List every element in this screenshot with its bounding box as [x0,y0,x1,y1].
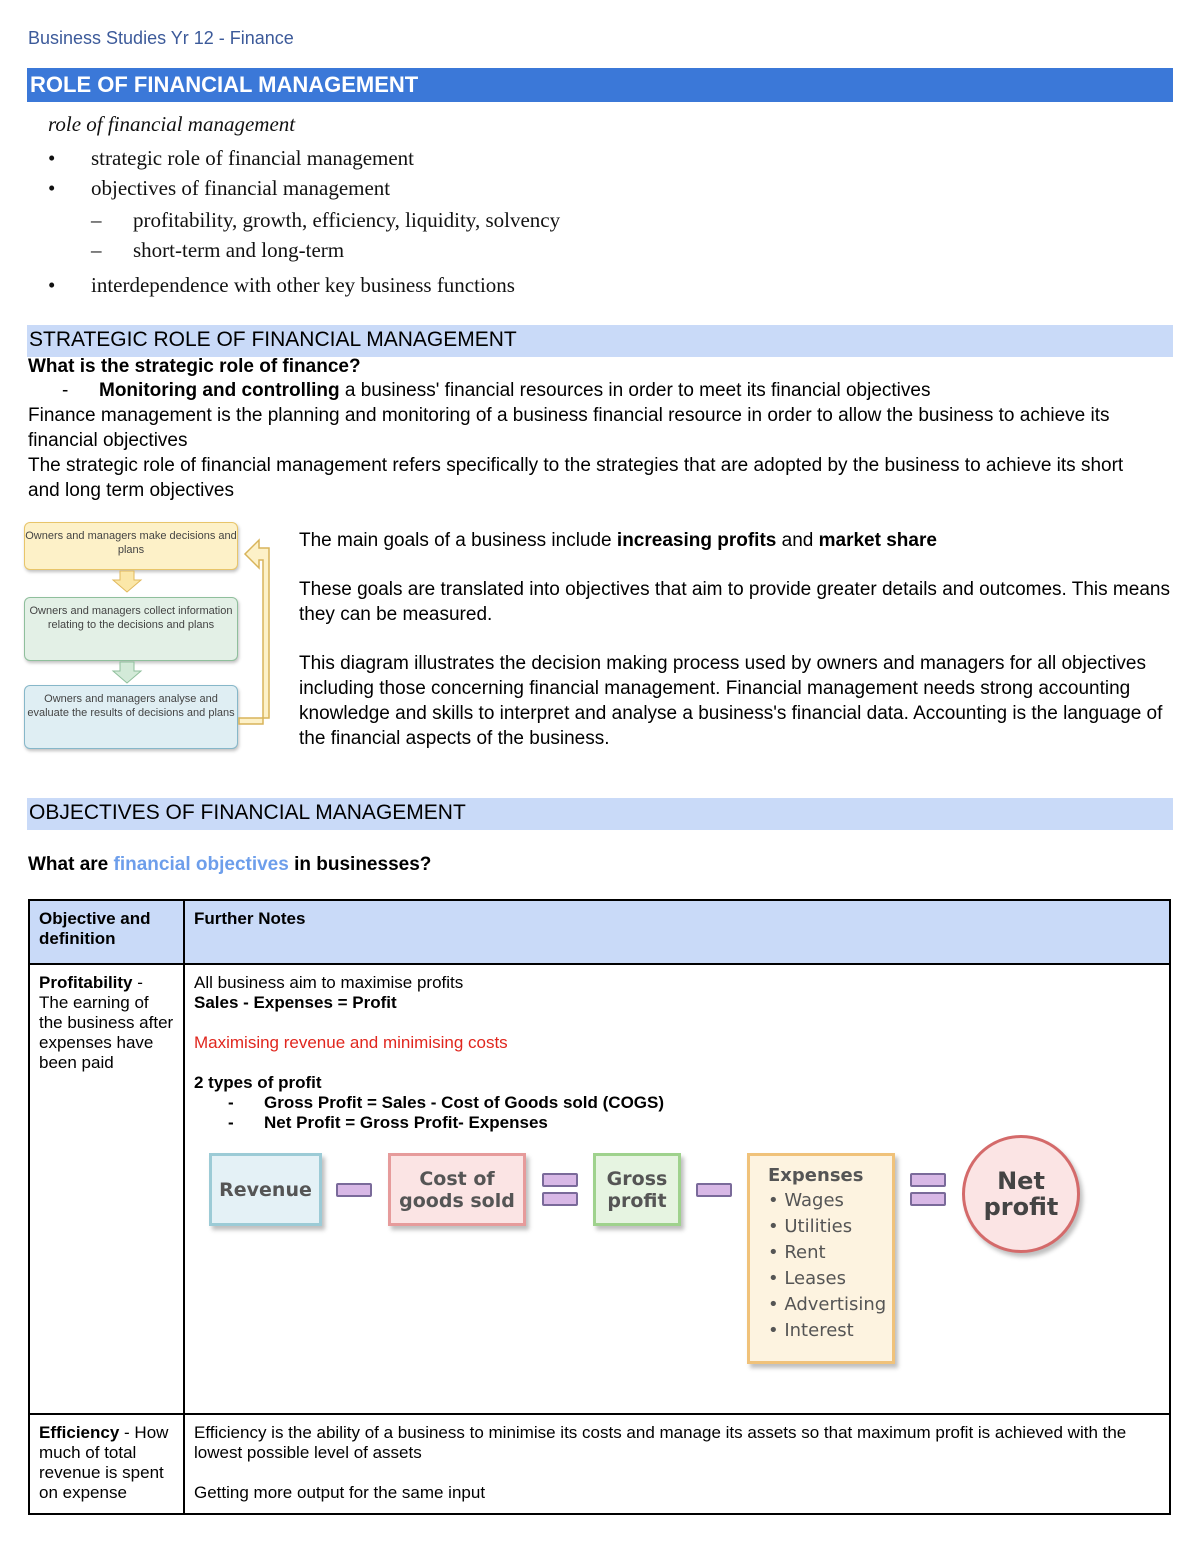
profit-type-text: Net Profit = Gross Profit- Expenses [264,1113,548,1132]
syllabus-item: interdependence with other key business functions [91,273,515,297]
flow-step-plan: Owners and managers make decisions and plans [24,522,238,570]
section-heading-text: ROLE OF FINANCIAL MANAGEMENT [30,72,419,97]
objective-cell [29,1414,184,1514]
table-header: Objective and definition [29,900,184,964]
decision-flow-diagram [20,518,280,758]
expense-item: • Advertising [768,1294,887,1315]
question-objectives [28,852,431,877]
expense-label: Wages [784,1190,844,1211]
table-row [29,964,1170,1414]
syllabus-item: objectives of financial management [91,176,391,200]
profit-types-title: 2 types of profit [194,1073,322,1092]
equals-sign-icon [910,1192,946,1206]
profit-formula: Sales - Expenses = Profit [194,993,397,1012]
expense-item: • Wages [768,1190,844,1211]
arrow-down-icon [113,571,141,592]
notes-line: Efficiency is the ability of a business to minimise its costs and manage its assets so that maximum profit is achieved with the lowest possible level of assets [194,1423,1127,1462]
paragraph-strategic-role: The strategic role of financial management refers specifically to the strategies that are adopted by the business to achieve its short and long term objectives [28,455,1124,501]
expenses-box [747,1153,895,1364]
equals-sign-icon [542,1192,578,1206]
financial-objectives-link[interactable]: financial objectives [113,854,289,875]
notes-line: All business aim to maximise profits [194,973,464,992]
flow-step-collect: Owners and managers collect information relating to the decisions and plans [24,597,238,661]
flow-arrows [20,518,280,758]
equals-sign-icon [910,1173,946,1187]
arrow-down-icon [113,662,141,683]
expense-label: Utilities [784,1216,853,1237]
expense-label: Rent [784,1242,826,1263]
point-rest: a business' financial resources in order to meet its financial objectives [339,380,931,401]
question-strategic: What is the strategic role of finance? [28,356,361,377]
expense-label: Interest [784,1320,854,1341]
notes-cell [184,1414,1170,1514]
paragraph-goals-objectives: These goals are translated into objectives that aim to provide greater details and outcomes. This means they can be measured. [299,579,1170,625]
point-bold: Monitoring and controlling [99,380,340,401]
expense-item: • Leases [768,1268,846,1289]
syllabus-bullet: • [48,273,56,297]
table-header: Further Notes [184,900,1170,964]
profit-diagram [194,1133,1160,1373]
goals-bold-market: market share [818,530,937,551]
equals-sign-icon [542,1173,578,1187]
notes-highlight: Maximising revenue and minimising costs [194,1033,508,1052]
paragraph-diagram-explanation: This diagram illustrates the decision making process used by owners and managers for all objectives including those concerning financial management. Financial management needs strong accounting knowledge and skills to interpret and analyse a business's financial data. Accounting is the language of the financial aspects of the business. [299,653,1163,749]
expense-label: Advertising [784,1294,887,1315]
expense-label: Leases [784,1268,846,1289]
syllabus-bullet: • [48,176,56,200]
objectives-table [28,899,1171,1515]
objective-definition: - The earning of the business after expenses have been paid [39,973,174,1072]
profit-type-text: Gross Profit = Sales - Cost of Goods sold (COGS) [264,1093,665,1112]
section-heading-objectives [27,798,1173,830]
syllabus-subitem: profitability, growth, efficiency, liquidity, solvency [133,208,561,232]
section-heading-strategic [27,325,1173,357]
expenses-title: Expenses [768,1165,864,1186]
profit-type-item [194,1113,1160,1133]
list-dash: - [228,1113,234,1132]
objective-term: Profitability [39,973,133,992]
cogs-box: Cost of goods sold [388,1153,526,1226]
loop-arrow-icon [239,540,269,724]
point-monitoring [99,378,930,403]
paragraph-main-goals [299,528,937,553]
objective-definition: - How much of total revenue is spent on expense [39,1423,169,1502]
syllabus-bullet: • [48,146,56,170]
notes-line: Getting more output for the same input [194,1483,486,1502]
expense-item: • Rent [768,1242,826,1263]
objective-term: Efficiency [39,1423,120,1442]
goals-bold-profits: increasing profits [616,530,777,551]
syllabus-item: strategic role of financial management [91,146,415,170]
net-profit-circle: Net profit [962,1135,1080,1253]
section-heading-role [27,68,1173,102]
notes-cell [184,964,1170,1414]
flow-step-analyse: Owners and managers analyse and evaluate the results of decisions and plans [24,685,238,749]
section-heading-text: OBJECTIVES OF FINANCIAL MANAGEMENT [29,801,466,824]
document-header: Business Studies Yr 12 - Finance [28,28,294,48]
revenue-box: Revenue [209,1153,322,1226]
expense-item: • Interest [768,1320,854,1341]
minus-sign-icon [336,1183,372,1197]
table-header-row [29,900,1170,964]
expense-item: • Utilities [768,1216,853,1237]
objective-cell [29,964,184,1414]
list-dash: - [228,1093,234,1112]
section-heading-text: STRATEGIC ROLE OF FINANCIAL MANAGEMENT [29,328,517,351]
syllabus-dash: – [91,238,102,262]
gross-profit-box: Gross profit [593,1153,681,1226]
syllabus-subitem: short-term and long-term [133,238,345,262]
syllabus-dash: – [91,208,102,232]
list-dash: - [62,380,69,401]
syllabus-title: role of financial management [48,112,296,136]
goals-text: and [776,530,819,551]
paragraph-finance-management: Finance management is the planning and monitoring of a business financial resource in order to allow the business to achieve its financial objectives [28,405,1110,451]
minus-sign-icon [696,1183,732,1197]
goals-text: The main goals of a business include [299,530,617,551]
table-row [29,1414,1170,1514]
question-text: in businesses? [288,854,432,875]
question-text: What are [28,854,114,875]
profit-type-item [194,1093,1160,1113]
